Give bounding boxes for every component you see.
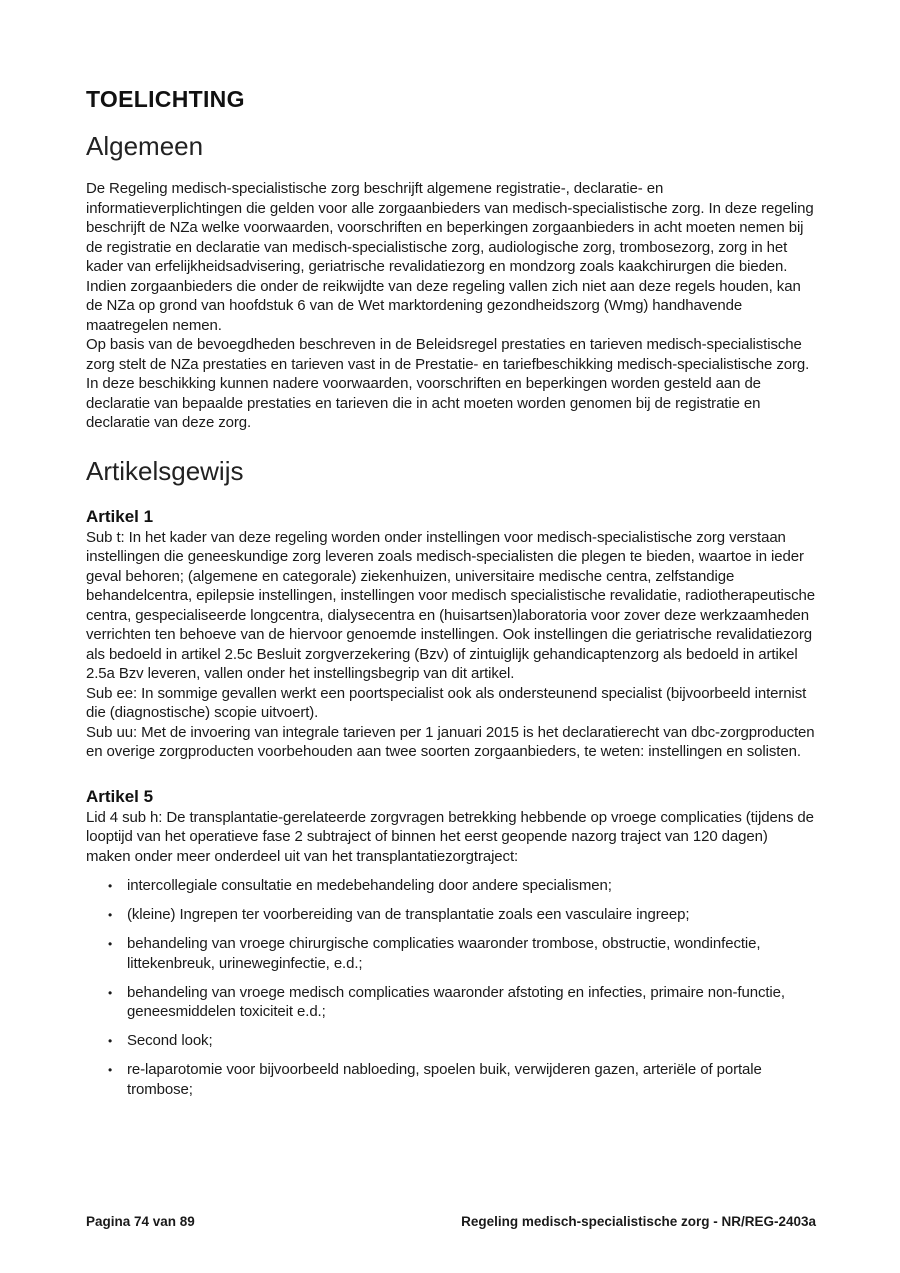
artikel-5-intro: Lid 4 sub h: De transplantatie-gerelateerde zorgvragen betrekking hebbende op vroege complicaties (tijdens de looptijd van het operatieve fase 2 subtraject of binnen het eerst geopende nazorg traject van 120 dagen) maken onder meer onderdeel uit van het transplantatiezorgtraject: [86, 808, 814, 865]
artikel-1-paragraph: Sub ee: In sommige gevallen werkt een poortspecialist ook als ondersteunend specialist (bijvoorbeeld internist die (diagnostische) scopie uitvoert). [86, 684, 807, 721]
artikel-5-block [86, 786, 816, 1100]
algemeen-paragraph: Op basis van de bevoegdheden beschreven in de Beleidsregel prestaties en tarieven medisch-specialistische zorg stelt de NZa prestaties en tarieven vast in de Prestatie- en tariefbeschikking medisch-specialistische zorg. In deze beschikking kunnen nadere voorwaarden, voorschriften en beperkingen worden gesteld aan de declaratie van bepaalde prestaties en tarieven die in acht moeten worden genomen bij de registratie en declaratie van deze zorg. [86, 336, 810, 431]
bullet-item: • re-laparotomie voor bijvoorbeeld nabloeding, spoelen buik, verwijderen gazen, arteriële of portale trombose; [86, 1060, 816, 1099]
main-title: TOELICHTING [86, 86, 245, 112]
artikel-1-paragraph: Sub t: In het kader van deze regeling worden onder instellingen voor medisch-specialistische zorg verstaan instellingen die geneeskundige zorg leveren zoals medisch-specialisten die plegen te bieden, waartoe in ieder geval behoren; (algemene en categorale) ziekenhuizen, universitaire medische centra, zelfstandige behandelcentra, epilepsie instellingen, instellingen voor medisch specialistische revalidatie, radiotherapeutische centra, gespecialiseerde longcentra, dialysecentra en (huisartsen)laboratoria voor zover deze werkzaamheden verrichten ten behoeve van de hiervoor genoemde instellingen. Ook instellingen die geriatrische revalidatiezorg als bedoeld in artikel 2.5c Besluit zorgverzekering (Bzv) of zintuiglijk gehandicaptenzorg als bedoeld in artikel 2.5a Bzv leveren, vallen onder het instellingsbegrip van dit artikel. [86, 528, 816, 682]
algemeen-heading: Algemeen [86, 131, 204, 161]
algemeen-paragraph: De Regeling medisch-specialistische zorg beschrijft algemene registratie-, declaratie- en informatieverplichtingen die gelden voor alle zorgaanbieders van medisch-specialistische zorg. In deze regeling beschrijft de NZa welke voorwaarden, voorschriften en beperkingen zorgaanbieders in acht moeten nemen bij de registratie en declaratie van medisch-specialistische zorg, audiologische zorg, trombosezorg, zorg in het kader van erfelijkheidsadvisering, geriatrische revalidatiezorg en mondzorg zoals kaakchirurgen die bieden. [86, 180, 814, 275]
artikelsgewijs-heading: Artikelsgewijs [86, 455, 244, 486]
bullet-item: • intercollegiale consultatie en medebehandeling door andere specialismen; [86, 876, 816, 896]
bullet-item: • behandeling van vroege chirurgische complicaties waaronder trombose, obstructie, wondinfectie, littekenbreuk, urineweginfectie, e.d.; [86, 934, 816, 973]
artikel-1-heading: Artikel 1 [86, 506, 154, 526]
artikel-1-paragraph: Sub uu: Met de invoering van integrale tarieven per 1 januari 2015 is het declaratierecht van dbc-zorgproducten en overige zorgproducten voorbehouden aan twee soorten zorgaanbieders, te weten: instellingen en solisten. [86, 723, 815, 760]
page-footer [86, 1213, 816, 1230]
section-algemeen [86, 131, 816, 433]
footer-page-number: Pagina 74 van 89 [86, 1214, 195, 1229]
bullet-item: • (kleine) Ingrepen ter voorbereiding van de transplantatie zoals een vasculaire ingreep; [86, 905, 816, 925]
artikel-1-block [86, 506, 816, 762]
artikel-5-heading: Artikel 5 [86, 786, 154, 806]
footer-doc-reference: Regeling medisch-specialistische zorg - NR/REG-2403a [461, 1214, 816, 1229]
artikel-5-bullet-list [86, 876, 816, 1099]
algemeen-paragraph: Indien zorgaanbieders die onder de reikwijdte van deze regeling vallen zich niet aan deze regels houden, kan de NZa op grond van hoofdstuk 6 van de Wet marktordening gezondheidszorg (Wmg) handhavende maatregelen nemen. [86, 277, 801, 334]
bullet-item: • behandeling van vroege medisch complicaties waaronder afstoting en infecties, primaire non-functie, geneesmiddelen toxiciteit e.d.; [86, 983, 816, 1022]
bullet-item: • Second look; [86, 1031, 816, 1051]
section-artikelsgewijs [86, 456, 816, 1100]
